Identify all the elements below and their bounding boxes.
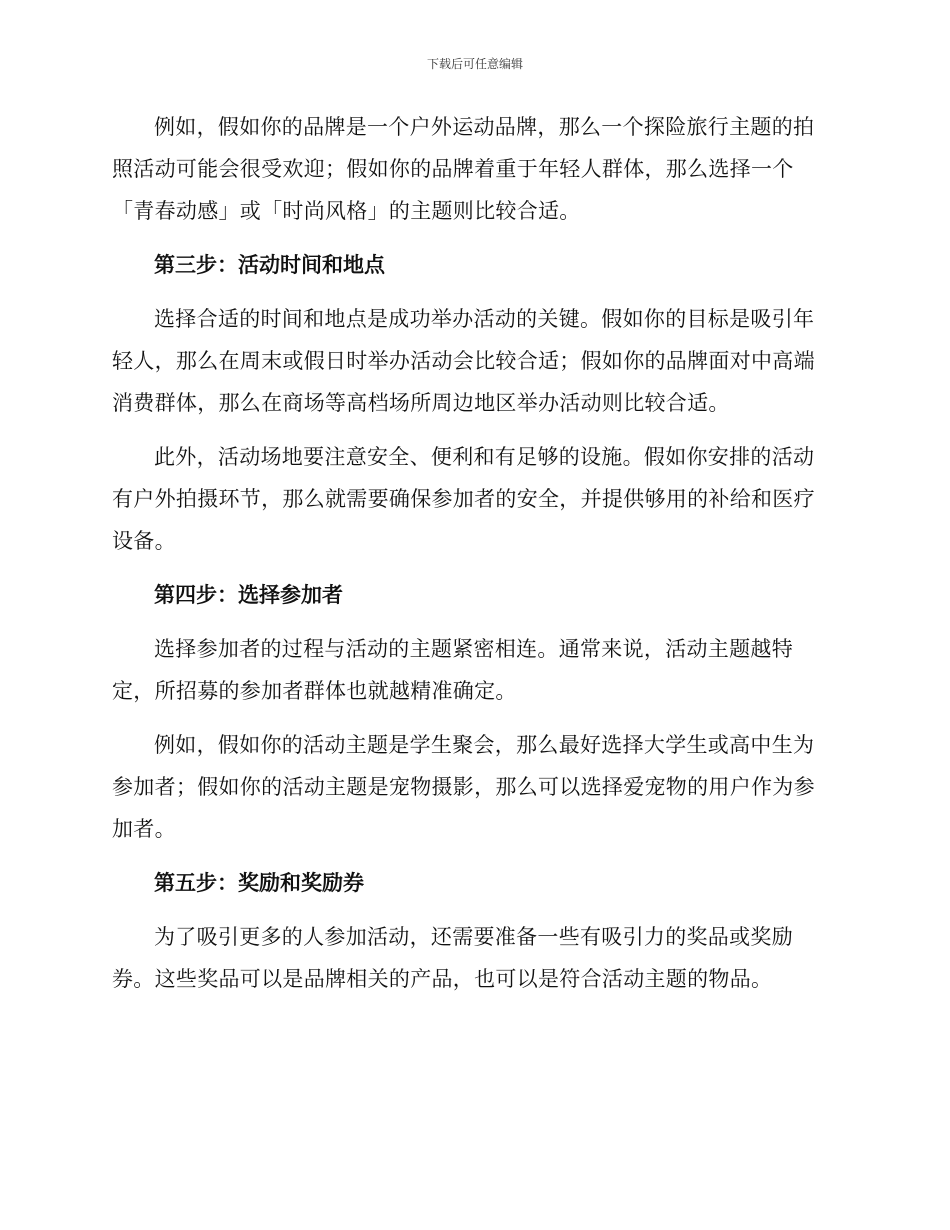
paragraph: 例如，假如你的品牌是一个户外运动品牌，那么一个探险旅行主题的拍照活动可能会很受欢迎；假如你的品牌着重于年轻人群体，那么选择一个「青春动感」或「时尚风格」的主题则比较合适。 [112,115,815,223]
paragraph: 选择合适的时间和地点是成功举办活动的关键。假如你的目标是吸引年轻人，那么在周末或假日时举办活动会比较合适；假如你的品牌面对中高端消费群体，那么在商场等高档场所周边地区举办活动则比较合适。 [112,307,815,415]
section-heading: 第四步：选择参加者 [154,583,343,607]
paragraph: 例如，假如你的活动主题是学生聚会，那么最好选择大学生或高中生为参加者；假如你的活动主题是宠物摄影，那么可以选择爱宠物的用户作为参加者。 [112,733,815,841]
paragraph: 选择参加者的过程与活动的主题紧密相连。通常来说，活动主题越特定，所招募的参加者群体也就越精准确定。 [112,637,793,703]
section-heading: 第五步：奖励和奖励券 [154,871,364,895]
paragraph: 为了吸引更多的人参加活动，还需要准备一些有吸引力的奖品或奖励券。这些奖品可以是品牌相关的产品，也可以是符合活动主题的物品。 [112,925,793,991]
paragraph: 此外，活动场地要注意安全、便利和有足够的设施。假如你安排的活动有户外拍摄环节，那么就需要确保参加者的安全，并提供够用的补给和医疗设备。 [112,445,815,553]
document-body [112,106,832,1012]
section-heading: 第三步：活动时间和地点 [154,253,385,277]
page-header: 下载后可任意编辑 [426,57,523,71]
